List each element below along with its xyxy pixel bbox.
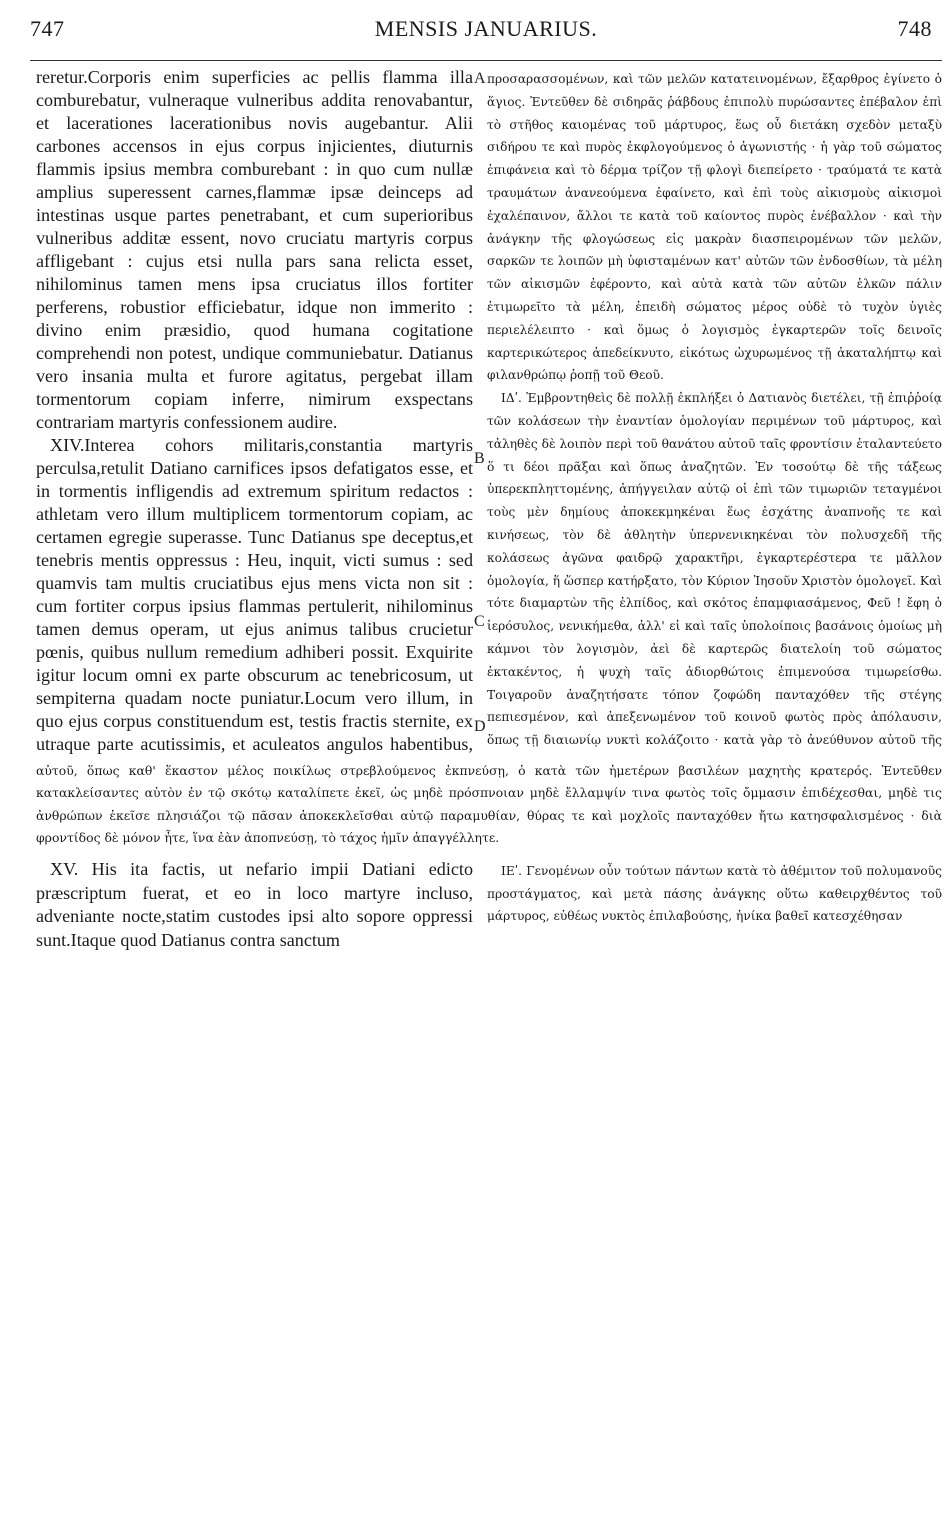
- margin-marker-b: B: [474, 450, 485, 467]
- greek-column: [487, 68, 942, 752]
- latin-paragraph-xv: XV. His ita factis, ut nefario impii Datiani edicto præscriptum fuerat, et eo in loco martyre incluso, adveniante nocte,statim custodes ipsi alto sopore oppressi sunt.Itaque quod Datianus contra sanctum: [36, 859, 473, 950]
- right-page-number: 748: [897, 16, 932, 41]
- greek-paragraph-xiv: ΙΔʹ. Ἐμβροντηθεὶς δὲ πολλῇ ἐκπλήξει ὁ Δατιανὸς διετέλει, τῇ ἐπιῤῥοίᾳ τῶν κολάσεων τὴν ἐναντίαν ὁμολογίαν περιμένων τοῦ μάρτυρος, καὶ τἀληθὲς δὲ λοιπὸν περὶ τοῦ θανάτου αὐτοῦ ταῖς φροντίσιν ἐταλαντεύετο ὅ τι δέοι πρᾶξαι καὶ ὅπως ἀναζητῶν. Ἐν τοσούτῳ δὲ τῆς τάξεως ὑπερεκπληττομένης, ἀπήγγειλαν αὐτῷ οἱ ἐπὶ τῶν τιμωριῶν τεταγμένοι τοὺς μὲν δημίους ἀποκεκμηκέναι ἕως ἐσχάτης ἀναπνοῆς τε καὶ κινήσεως, τὸν δὲ ἀθλητὴν ὑπερνενικηκέναι τὸν πολυσχεδῆ τῆς κολάσεως ἀγῶνα φαιδρῷ χαρακτῆρι, ἐγκαρτερέστερα τε μᾶλλον ὁμολογία, ἥ ὥσπερ κατήρξατο, τὸν Κύριον Ἰησοῦν Χριστὸν ὁμολογεῖ. Καὶ τότε διαμαρτὼν τῆς ἐλπίδος, καὶ σκότος ἐπαμφιασάμενος, Φεῦ ! ἔφη ὁ ἱερόσυλος, νενικήμεθα, ἀλλ' εἰ καὶ ταῖς ὑπολοίποις βασάνοις ὁμοίως μὴ κάμνοι τὸν λογισμὸν, ἀεὶ δὲ καρτερῶς διατελοίη τοῦ σώματος ἐκτακέντος, ἡ ψυχὴ ταῖς ἀδιορθώτοις ἐπιμενούσα τιμωρείσθω. Τοιγαροῦν ἀναζητήσατε τόπον ζοφώδη πανταχόθεν τῆς στέγης πεπιεσμένον, καὶ ἀπεξενωμένον τοῦ κοινοῦ φωτὸς πρὸς ἀπόλαυσιν, ὅπως τῇ διαιωνίῳ νυκτὶ κολάζοιτο · κατὰ γὰρ τὸ ἀνεύθυνον αὐτοῦ τῆς: [487, 391, 942, 748]
- running-header: [30, 4, 942, 44]
- margin-marker-d: D: [474, 718, 486, 735]
- latin-paragraph-xiii: reretur.Corporis enim superficies ac pellis flamma illa comburebatur, vulneraque vulneribus addita renovabantur, et lacerationes lacerationibus novis augebantur. Alii carbones accensos in ejus corpus injicientes, diuturnis flammis ipsius membra comburebant : in quo cum nullæ amplius superessent carnes,flammæ ipsæ deinceps ad intestinas usque partes penetrabant, et cum superioribus vulneribus additæ essent, novo cruciatu martyris corpus affligebant : cujus etsi nulla pars sana relicta esset, nihilominus tamen mens ipsa cruciatus illos fortiter perferens, robustior efficiebatur, idque non immerito : divino enim præsidio, quod humana cogitatione comprehendi non potest, undique communiebatur. Datianus vero insania multa et furore agitatus, pergebat illam tormentorum copiam inferre, nimirum exspectans contrariam martyris confessionem audire.: [36, 67, 473, 432]
- margin-marker-c: C: [474, 613, 485, 630]
- greek-column-lower: [487, 860, 942, 956]
- header-rule: [30, 60, 942, 61]
- margin-marker-a: A: [474, 70, 486, 87]
- left-page-number: 747: [30, 16, 65, 41]
- greek-fullwidth-block: [36, 760, 942, 854]
- greek-fullwidth-paragraph: αὐτοῦ, ὅπως καθ' ἕκαστον μέλος ποικίλως στρεβλούμενος ἐκπνεύσῃ, ὁ κατὰ τῶν ἡμετέρων βασιλέων μαχητὴς κρατερός. Ἐντεῦθεν κατακλείσαντες αὐτὸν ἐν τῷ σκότῳ καταλίπετε ἐκεῖ, ὡς μηδὲ πρόσπνοιαν μηδὲ ἔλλαμψίν τινα φωτὸς τοῖς ὄμμασιν ἐπιδέχεσθαι, μηδὲ τις ἀνθρώπων ἐκεῖσε πλησιάζοι τῷ πᾶσαν ἀποκεκλεῖσθαι αὐτῷ παραμυθίαν, θύρας τε καὶ μοχλοῖς πανταχόθεν ἤτω κατησφαλισμένος · διὰ φροντίδος δὲ μόνον ἦτε, ἵνα ἐὰν ἀποπνεύσῃ, τὸ τάχος ἡμῖν ἀπαγγέλλητε.: [36, 763, 942, 845]
- greek-paragraph-main: προσαρασσομένων, καὶ τῶν μελῶν κατατεινομένων, ἔξαρθρος ἐγίνετο ὁ ἅγιος. Ἐντεῦθεν δὲ σιδηρᾶς ῥάβδους ἐπιπολὺ πυρώσαντες ἐπέβαλον ἐπὶ τὸ στῆθος καιομένας τοῦ μάρτυρος, ἕως οὗ διετάκη σχεδὸν μεταξὺ σιδήρου τε καὶ πυρὸς ἐκφλογούμενος ὁ ἀγωνιστής · ἡ γὰρ τοῦ σώματος ἐπιφάνεια καὶ τὸ δέρμα τρίζον τῇ φλογὶ διεπείρετο · τραύματά τε κατὰ τραυμάτων ἀνανεούμενα ἐφαίνετο, καὶ ἐπὶ τοὺς αἰκισμοὺς αἰκισμοὶ ἐχαλέπαινον, ἄλλοι τε κατὰ τοῦ καίοντος πυρὸς ἐνέβαλλον · καὶ τὴν ἀνάγκην τῆς φλογώσεως εἰς μακρὰν διασπειρομένων τῶν μελῶν, σαρκῶν τε λοιπῶν μὴ ὑφισταμένων κατ' αὐτῶν τῶν ἐνδοσθίων, τὰ μέλη τῶν αἰκισμῶν ἐφέροντο, καὶ αὐτὰ κατὰ τῶν αὐτῶν ἑλκῶν πάλιν ἐτιμωρεῖτο τὰ μέλη, ἐπειδὴ σώματος μέρος οὐδὲ τὸ τυχὸν ὑγιὲς περιελέλειπτο · καὶ ὅμως ὁ λογισμὸς ἐγκαρτερῶν τοῖς δεινοῖς καρτερικώτερος ἀπεδείκνυτο, εἰκότως ὠχυρωμένος τῇ ἀκαταλήπτῳ καὶ φιλανθρώπῳ ῥοπῇ τοῦ Θεοῦ.: [487, 72, 942, 383]
- latin-column-lower: [36, 858, 473, 956]
- latin-column: [36, 66, 473, 756]
- greek-paragraph-xv: ΙΕʹ. Γενομένων οὖν τούτων πάντων κατὰ τὸ ἀθέμιτον τοῦ πολυμανοῦς προστάγματος, καὶ μετὰ πάσης ἀνάγκης οὕτω καθειρχθέντος τοῦ μάρτυρος, εὐθέως νυκτὸς ἐπιλαβούσης, ἡνίκα βαθεῖ κατεσχέθησαν: [487, 864, 942, 923]
- running-title: MENSIS JANUARIUS.: [374, 16, 598, 41]
- latin-paragraph-xiv: XIV.Interea cohors militaris,constantia martyris perculsa,retulit Datiano carnifices ipsos defatigatos esse, et in tormentis infligendis ad extremum spiritum redactos : athletam vero illum multiplicem tormentorum copiam, ac certamen egregie superasse. Tunc Datianus spe deceptus,et tenebris mentis oppressus : Heu, inquit, victi sumus : sed quamvis tam multis cruciatibus ejus mens victa non sit : cum fortiter corpus ipsius flammas pertulerit, nihilominus tamen demus operam, ut ejus animus talibus crucietur pœnis, quibus nullum remedium adhiberi possit. Exquirite igitur locum omni ex parte obscurum ac tenebricosum, ut sempiterna quadam nocte puniatur.Locum vero illum, in quo ejus corpus constituendum est, testis fractis sternite, ex utraque parte acutissimis, et aculeatos angulos habentibus,: [36, 435, 473, 754]
